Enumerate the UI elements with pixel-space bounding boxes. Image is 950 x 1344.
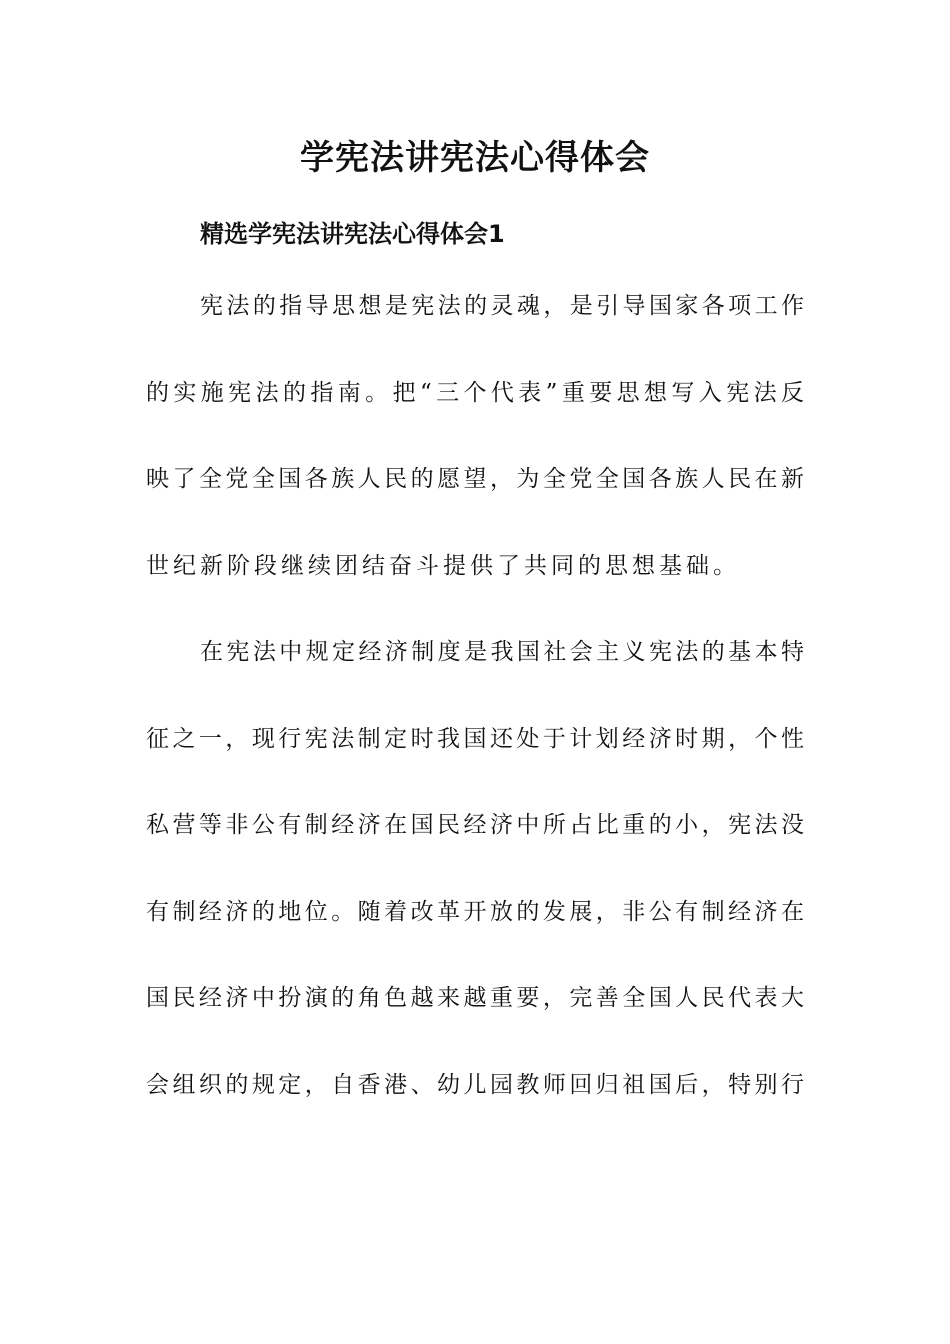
document-title: 学宪法讲宪法心得体会 [300,138,650,178]
paragraph-line: 的实施宪法的指南。把“三个代表”重要思想写入宪法反 [146,380,804,406]
paragraph-line: 国民经济中扮演的角色越来越重要，完善全国人民代表大 [146,985,804,1011]
paragraph-line: 世纪新阶段继续团结奋斗提供了共同的思想基础。 [146,553,740,579]
paragraph-line: 在宪法中规定经济制度是我国社会主义宪法的基本特 [200,639,804,665]
section-heading: 精选学宪法讲宪法心得体会1 [200,220,505,248]
paragraph-line: 宪法的指导思想是宪法的灵魂，是引导国家各项工作 [200,293,804,319]
paragraph-line: 会组织的规定，自香港、幼儿园教师回归祖国后，特别行 [146,1072,804,1098]
paragraph-line: 映了全党全国各族人民的愿望，为全党全国各族人民在新 [146,466,804,492]
paragraph-line: 征之一，现行宪法制定时我国还处于计划经济时期，个性 [146,726,804,752]
paragraph-line: 有制经济的地位。随着改革开放的发展，非公有制经济在 [146,899,804,925]
paragraph-line: 私营等非公有制经济在国民经济中所占比重的小，宪法没 [146,812,804,838]
